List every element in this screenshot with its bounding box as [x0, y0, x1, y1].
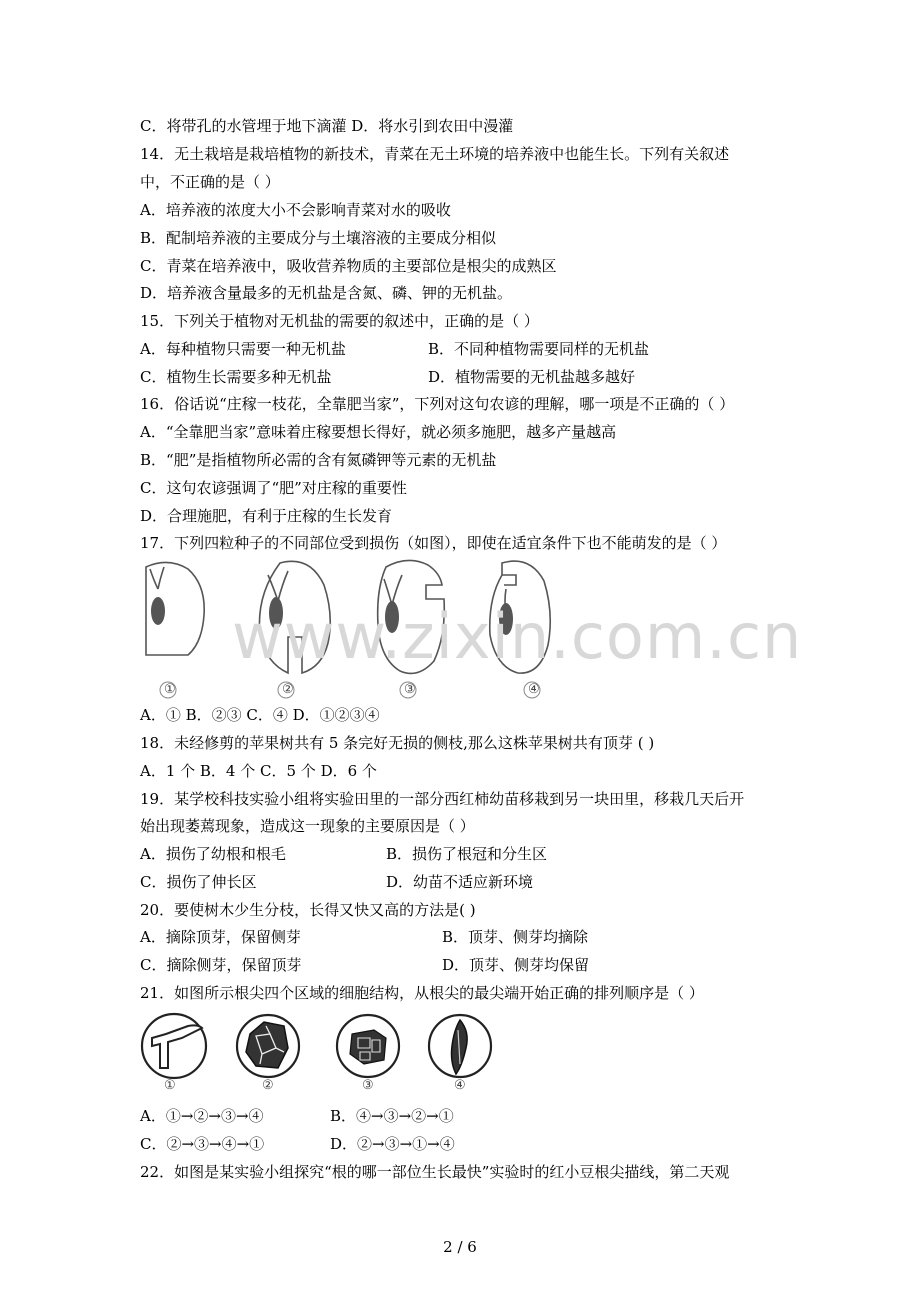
- q14-option-a: A．培养液的浓度大小不会影响青菜对水的吸收: [140, 201, 451, 219]
- q21-stem: 21．如图所示根尖四个区域的细胞结构，从根尖的最尖端开始正确的排列顺序是（ ）: [140, 984, 704, 1002]
- seed-label-2: ②: [282, 682, 294, 697]
- q21-option-d: D．②→③→①→④: [330, 1135, 455, 1153]
- q21-option-c: C．②→③→④→①: [140, 1135, 265, 1153]
- q16-option-d: D．合理施肥，有利于庄稼的生长发育: [140, 507, 393, 525]
- q15-option-c: C．植物生长需要多种无机盐: [140, 368, 332, 386]
- seed-label-4: ④: [528, 682, 540, 697]
- q15-option-b: B．不同种植物需要同样的无机盐: [428, 340, 650, 358]
- q20-option-b: B．顶芽、侧芽均摘除: [442, 928, 589, 946]
- q14-option-b: B．配制培养液的主要成分与土壤溶液的主要成分相似: [140, 229, 497, 247]
- q16-stem: 16．俗话说“庄稼一枝花，全靠肥当家”，下列对这句农谚的理解，哪一项是不正确的（ ）: [140, 395, 735, 413]
- q16-option-c: C．这句农谚强调了“肥”对庄稼的重要性: [140, 479, 407, 497]
- q15-option-d: D．植物需要的无机盐越多越好: [428, 368, 636, 386]
- q19-stem-2: 始出现萎蔫现象，造成这一现象的主要原因是（ ）: [140, 817, 475, 835]
- cell-figure: [138, 1008, 498, 1086]
- q19-option-a: A．损伤了幼根和根毛: [140, 845, 286, 863]
- q20-option-c: C．摘除侧芽，保留顶芽: [140, 956, 302, 974]
- seed-label-3: ③: [404, 682, 416, 697]
- q13-option-cd: C．将带孔的水管埋于地下滴灌 D．将水引到农田中漫灌: [140, 117, 514, 135]
- q14-stem-2: 中，不正确的是（ ）: [140, 173, 280, 191]
- q20-option-d: D．顶芽、侧芽均保留: [442, 956, 590, 974]
- q21-option-b: B．④→③→②→①: [330, 1107, 454, 1125]
- q19-stem-1: 19．某学校科技实验小组将实验田里的一部分西红柿幼苗移栽到另一块田里，移栽几天后开: [140, 790, 745, 808]
- q16-option-a: A．“全靠肥当家”意味着庄稼要想长得好，就必须多施肥，越多产量越高: [140, 423, 617, 441]
- q17-stem: 17．下列四粒种子的不同部位受到损伤（如图），即使在适宜条件下也不能萌发的是（ ）: [140, 534, 727, 552]
- q20-stem: 20．要使树木少生分枝，长得又快又高的方法是( ): [140, 901, 476, 919]
- q22-stem: 22．如图是某实验小组探究“根的哪一部位生长最快”实验时的红小豆根尖描线，第二天观: [140, 1163, 730, 1181]
- cell-label-3: ③: [362, 1078, 374, 1093]
- cell-label-4: ④: [454, 1078, 466, 1093]
- q18-options: A．1 个 B．4 个 C．5 个 D．6 个: [140, 762, 377, 780]
- watermark: www.zixin.com.cn: [232, 600, 803, 673]
- q14-stem-1: 14．无土栽培是栽培植物的新技术，青菜在无土环境的培养液中也能生长。下列有关叙述: [140, 145, 730, 163]
- q19-option-c: C．损伤了伸长区: [140, 873, 257, 891]
- q18-stem: 18．未经修剪的苹果树共有 5 条完好无损的侧枝,那么这株苹果树共有顶芽 ( ): [140, 734, 655, 752]
- q15-option-a: A．每种植物只需要一种无机盐: [140, 340, 346, 358]
- cell-label-1: ①: [164, 1078, 176, 1093]
- q14-option-c: C．青菜在培养液中，吸收营养物质的主要部位是根尖的成熟区: [140, 257, 557, 275]
- q20-option-a: A．摘除顶芽，保留侧芽: [140, 928, 301, 946]
- q19-option-d: D．幼苗不适应新环境: [386, 873, 534, 891]
- q15-stem: 15．下列关于植物对无机盐的需要的叙述中，正确的是（ ）: [140, 312, 539, 330]
- seed-label-1: ①: [164, 682, 176, 697]
- cell-label-2: ②: [262, 1078, 274, 1093]
- page-number: 2 / 6: [443, 1238, 477, 1256]
- q21-option-a: A．①→②→③→④: [140, 1107, 264, 1125]
- q17-options: A．① B．②③ C．④ D．①②③④: [140, 706, 380, 724]
- q19-option-b: B．损伤了根冠和分生区: [386, 845, 548, 863]
- q16-option-b: B．“肥”是指植物所必需的含有氮磷钾等元素的无机盐: [140, 451, 497, 469]
- q14-option-d: D．培养液含量最多的无机盐是含氮、磷、钾的无机盐。: [140, 284, 513, 302]
